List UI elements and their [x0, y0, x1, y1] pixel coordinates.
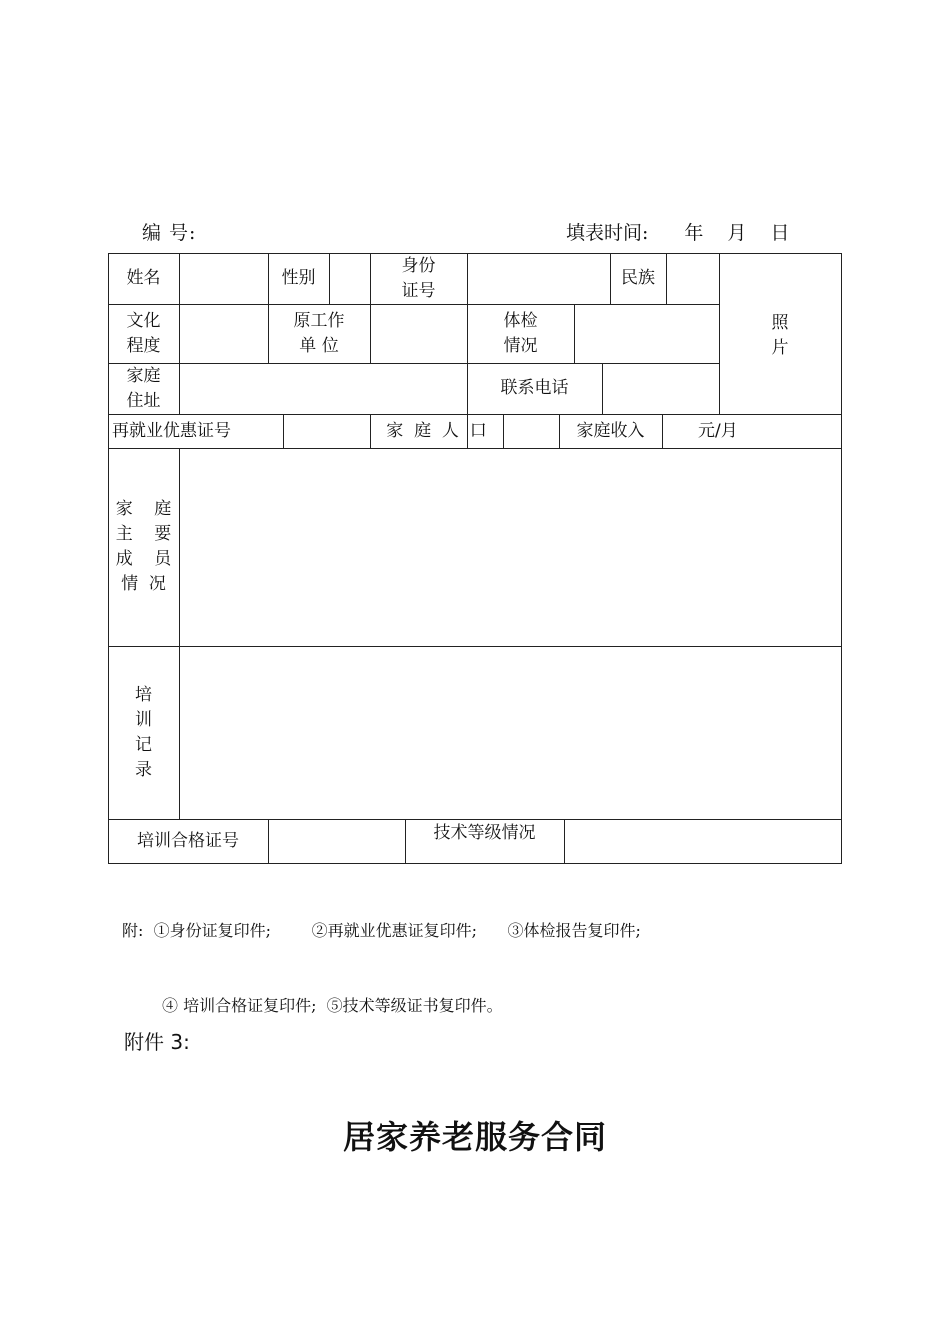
label-education: 文化 程度 [126, 310, 161, 356]
field-former-work-unit[interactable] [370, 304, 467, 363]
fill-time-text: 填表时间: [566, 222, 649, 244]
income-unit-label: 元/月 [698, 420, 738, 441]
field-ethnicity[interactable] [666, 253, 719, 304]
field-family-members[interactable] [179, 448, 841, 646]
label-household-size: 家 庭 人 口 [386, 420, 487, 441]
label-training-record: 培 训 记 录 [135, 684, 152, 780]
field-training-record[interactable] [179, 646, 841, 819]
label-skill-level: 技术等级情况 [433, 823, 536, 843]
label-gender: 性别 [281, 268, 316, 288]
label-contact-phone: 联系电话 [500, 378, 569, 398]
label-name: 姓名 [126, 268, 161, 288]
label-former-work-unit: 原工作 单 位 [293, 310, 345, 356]
table-border-right [841, 253, 842, 864]
field-gender[interactable] [329, 253, 370, 304]
fill-time-label [566, 218, 789, 245]
label-reemployment-cert: 再就业优惠证号 [112, 420, 231, 441]
field-health-check[interactable] [574, 304, 719, 363]
label-ethnicity: 民族 [621, 268, 655, 288]
field-reemployment-cert[interactable] [283, 414, 370, 448]
label-id-number: 身份 证号 [401, 255, 436, 301]
field-skill-level[interactable] [564, 819, 841, 863]
year-label: 年 [684, 222, 704, 244]
contract-title: 居家养老服务合同 [342, 1118, 607, 1156]
field-education[interactable] [179, 304, 268, 363]
label-training-cert: 培训合格证号 [137, 830, 239, 851]
field-training-cert[interactable] [268, 819, 405, 863]
field-household-size[interactable] [503, 414, 559, 448]
field-id-number[interactable] [467, 253, 610, 304]
label-family-members: 家 庭 主 要 成 员 情 况 [115, 499, 172, 594]
table-border-bottom [108, 863, 842, 864]
month-label: 月 [727, 222, 747, 244]
label-photo: 照 片 [771, 313, 789, 358]
label-health-check: 体检 情况 [503, 310, 538, 356]
day-label: 日 [770, 222, 790, 244]
registration-form-table [108, 253, 842, 864]
label-home-address: 家庭 住址 [126, 365, 161, 411]
attachments-line-2: ④ 培训合格证复印件; ⑤技术等级证书复印件。 [162, 996, 503, 1015]
form-number-label: 编 号: [142, 222, 197, 244]
attachments-note [122, 868, 641, 1043]
field-name[interactable] [179, 253, 268, 304]
attachments-line-1: 附: ①身份证复印件; ②再就业优惠证复印件; ③体检报告复印件; [122, 921, 641, 940]
field-contact-phone[interactable] [602, 363, 719, 414]
label-household-income: 家庭收入 [576, 420, 645, 441]
field-home-address[interactable] [179, 363, 467, 414]
annex-label: 附件 3: [124, 1030, 190, 1054]
